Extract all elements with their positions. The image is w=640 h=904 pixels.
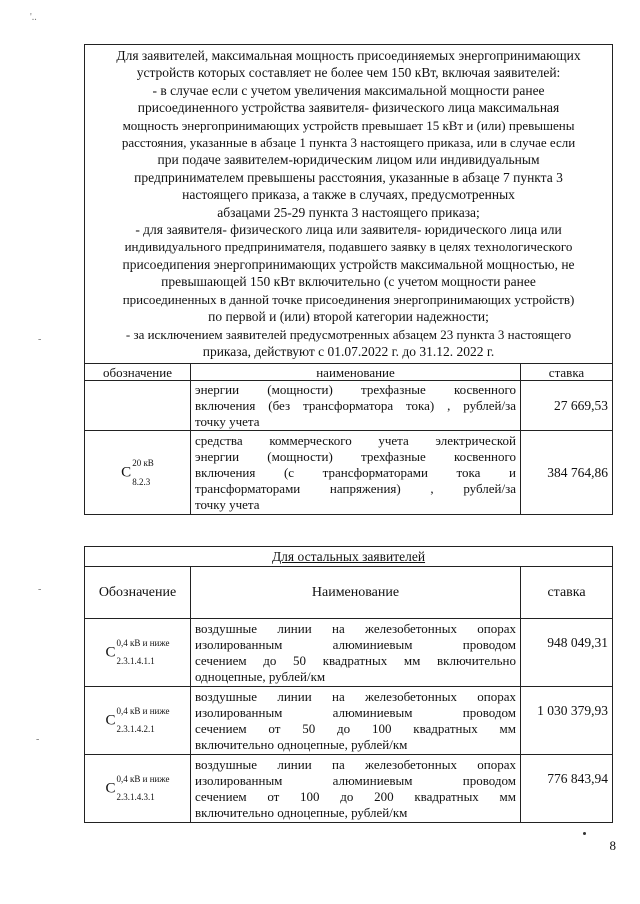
code-index: 2.3.1.4.1.1 [116,656,155,667]
name-line: изолированным алюминиевым проводом [195,704,516,720]
scan-mark: '.. [30,12,37,23]
intro-line: устройств которых составляет не более чем 150 кВт, включая заявителей: [136,65,561,81]
table-row [85,381,613,431]
intro-line: - в случае если с учетом увеличения максимальной мощности ранее [152,82,545,98]
code-cell [85,619,191,687]
title-row [85,547,613,567]
code-voltage: 0,4 кВ и ниже [116,705,170,716]
scan-mark: - [36,734,40,745]
name-line: воздушные линии на железобетонных опорах [195,620,516,636]
header-name: наименование [191,364,521,381]
name-cell [191,619,521,687]
intro-line: присоединенных в данной точке присоединения энергопринимающих устройств) [122,291,575,307]
name-line: воздушные линии на железобетонных опорах [195,688,516,704]
code-cell [85,431,191,515]
name-line: точку учета [195,413,260,429]
scan-mark: - [38,334,42,345]
intro-line: приказа, действуют с 01.07.2022 г. до 31.12. 2022 г. [202,343,495,359]
code-index: 2.3.1.4.2.1 [116,724,155,735]
tariff-table-other [84,546,613,823]
name-cell [191,687,521,755]
page-number: 8 [609,838,616,853]
code-base: C [105,712,116,729]
table-row [85,619,613,687]
code-index: 8.2.3 [132,476,151,487]
table-title [85,547,613,567]
header-rate: ставка [521,567,613,619]
table-row [85,431,613,515]
code-base: C [121,464,132,481]
intro-line: - для заявителя- физического лица или заявителя- юридического лица или [135,222,562,238]
name-line: сечением от 100 до 200 квадратных мм [195,788,516,804]
rate-cell: 1 030 379,93 [521,687,613,755]
code-cell [85,687,191,755]
name-line: включительно одноцепные, рублей/км [195,736,408,752]
name-line: изолированным алюминиевым проводом [195,772,516,788]
code-cell [85,381,191,431]
name-line: одноцепные, рублей/км [195,668,326,684]
intro-line: при подаче заявителем-юридическим лицом или индивидуальным [157,152,540,168]
tariff-table-150kw [84,44,613,515]
intro-line: настоящего приказа, а также в случаях, предусмотренных [182,187,515,203]
name-line: средства коммерческого учета электрической [195,432,516,448]
intro-line: индивидуального предпринимателя, подавшего заявку в целях технологического [124,239,573,255]
intro-line: абзацами 25-29 пункта 3 настоящего приказа; [217,204,480,220]
name-line: энергии (мощности) трехфазные косвенного [195,381,516,397]
header-name: Наименование [191,567,521,619]
intro-line: по первой и (или) второй категории надежности; [208,309,489,325]
code-cell [85,755,191,823]
header-row [85,364,613,381]
scan-dot [583,832,586,835]
intro-line: Для заявителей, максимальная мощность присоединяемых энергопринимающих [116,48,581,63]
name-cell [191,431,521,515]
header-code: Обозначение [85,567,191,619]
code-base: C [105,780,116,797]
code-voltage: 20 кВ [132,458,154,469]
name-line: трансформаторами напряжения) , рублей/за [195,480,516,496]
intro-line: мощность энергопринимающих устройств превышает 15 кВт и (или) превышены [122,117,575,133]
table-row [85,755,613,823]
table-title-text: Для остальных заявителей [271,549,426,564]
name-line: включения (с трансформаторами тока и [195,464,516,480]
intro-line: превышающей 150 кВт включительно (с учетом мощности ранее [161,274,536,290]
rate-cell: 776 843,94 [521,755,613,823]
name-line: точку учета [195,496,260,512]
intro-line: расстояния, указанные в абзаце 1 пункта 3 настоящего приказа, или в случае если [121,135,576,151]
intro-text [85,45,613,364]
scan-mark: - [38,584,42,595]
intro-line: - за исключением заявителей предусмотренных абзацем 23 пункта 3 настоящего [125,326,572,342]
code-index: 2.3.1.4.3.1 [116,792,155,803]
intro-line: присоедипения энергопринимающих устройств максимальной мощностью, не [122,256,575,272]
header-rate: ставка [521,364,613,381]
rate-cell: 384 764,86 [521,431,613,515]
rate-cell: 27 669,53 [521,381,613,431]
name-line: сечением от 50 до 100 квадратных мм [195,720,516,736]
rate-cell: 948 049,31 [521,619,613,687]
intro-row [85,45,613,364]
header-row [85,567,613,619]
name-line: включения (без трансформатора тока) , рублей/за [195,397,516,413]
code-base: C [105,644,116,661]
code-voltage: 0,4 кВ и ниже [116,637,170,648]
intro-line: предпринимателем превышены расстояния, указанные в абзаце 7 пункта 3 [134,169,563,185]
name-line: сечением до 50 квадратных мм включительно [195,652,516,668]
name-cell [191,755,521,823]
name-cell [191,381,521,431]
name-line: включительно одноцепные, рублей/км [195,804,408,820]
intro-line: присоединенного устройства заявителя- физического лица максимальная [137,100,560,116]
name-line: изолированным алюминиевым проводом [195,636,516,652]
name-line: энергии (мощности) трехфазные косвенного [195,448,516,464]
header-code: обозначение [85,364,191,381]
code-voltage: 0,4 кВ и ниже [116,773,170,784]
table-row [85,687,613,755]
name-line: воздушные линии па железобетонных опорах [195,756,516,772]
